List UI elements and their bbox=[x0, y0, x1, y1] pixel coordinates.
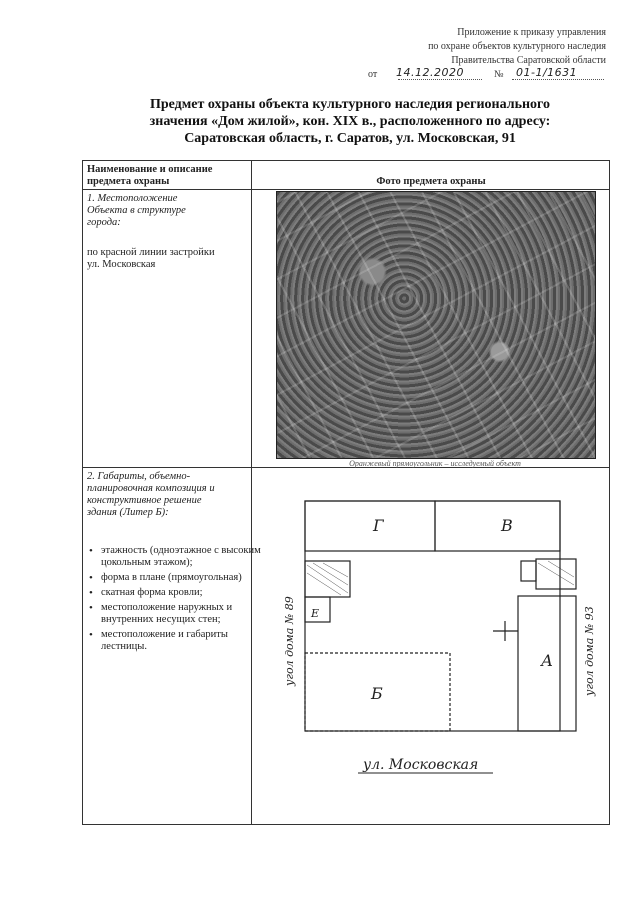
annex-dateline bbox=[366, 68, 606, 82]
col1-header-line-1: Наименование и описание bbox=[87, 164, 213, 175]
building-v bbox=[435, 501, 560, 551]
features-list bbox=[85, 545, 261, 656]
photo-caption: Оранжевый прямоугольник – исследуемый объект bbox=[349, 459, 521, 468]
document-annex-header bbox=[366, 26, 606, 82]
right-side-note: угол дома № 93 bbox=[583, 606, 596, 696]
row1-desc-line-2: ул. Московская bbox=[87, 259, 156, 270]
col2-header: Фото предмета охраны bbox=[376, 176, 486, 187]
annex-line-2: по охране объектов культурного наследия bbox=[428, 41, 606, 52]
row1-title-line-2: Объекта в структуре bbox=[87, 205, 186, 216]
row2-title-line-3: конструктивное решение bbox=[87, 495, 202, 506]
annex-number: 01-1/1631 bbox=[516, 66, 578, 79]
aerial-location-photo bbox=[276, 191, 596, 459]
plan-label-e: Е bbox=[311, 607, 320, 620]
title-line-3: Саратовская область, г. Саратов, ул. Московская, 91 bbox=[184, 131, 516, 146]
feature-item: • местоположение и габариты лестницы. bbox=[101, 629, 261, 653]
row1-title-line-1: 1. Местоположение bbox=[87, 193, 178, 204]
left-side-note: угол дома № 89 bbox=[283, 596, 296, 686]
feature-item: • форма в плане (прямоугольная) bbox=[101, 572, 261, 584]
plan-label-a: А bbox=[541, 651, 554, 670]
from-label: от bbox=[368, 69, 378, 80]
plan-label-v: В bbox=[501, 516, 513, 535]
title-line-1: Предмет охраны объекта культурного наследия регионального bbox=[149, 97, 551, 112]
small-annex-right bbox=[521, 561, 536, 581]
feature-item: • скатная форма кровли; bbox=[101, 587, 261, 599]
annex-line-1: Приложение к приказу управления bbox=[457, 27, 606, 38]
number-label: № bbox=[494, 69, 504, 80]
street-label: ул. Московская bbox=[363, 757, 479, 773]
annex-line-3: Правительства Саратовской области bbox=[451, 55, 606, 66]
header-row-divider bbox=[83, 189, 609, 190]
date-underline bbox=[398, 79, 482, 80]
plan-label-g: Г bbox=[373, 516, 384, 535]
protection-subject-table bbox=[82, 160, 610, 825]
feature-item: • этажность (одноэтажное с высоким цокольным этажом); bbox=[101, 545, 261, 569]
col1-header-line-2: предмета охраны bbox=[87, 176, 170, 187]
row2-title-line-1: 2. Габариты, объемно- bbox=[87, 471, 191, 482]
title-line-2: значения «Дом жилой», кон. XIX в., расположенного по адресу: bbox=[149, 114, 551, 129]
site-plan bbox=[263, 481, 608, 781]
row2-title-line-2: планировочная композиция и bbox=[87, 483, 215, 494]
document-title bbox=[110, 96, 590, 147]
row1-title-line-3: города: bbox=[87, 217, 121, 228]
plan-label-b: Б bbox=[371, 684, 383, 703]
row1-desc-line-1: по красной линии застройки bbox=[87, 247, 215, 258]
number-underline bbox=[512, 79, 604, 80]
building-g bbox=[305, 501, 435, 551]
feature-item: • местоположение наружных и внутренних несущих стен; bbox=[101, 602, 261, 626]
row2-title-line-4: здания (Литер Б): bbox=[87, 507, 169, 518]
plot-boundary bbox=[305, 501, 560, 731]
column-divider bbox=[251, 161, 252, 824]
annex-date: 14.12.2020 bbox=[396, 66, 464, 79]
